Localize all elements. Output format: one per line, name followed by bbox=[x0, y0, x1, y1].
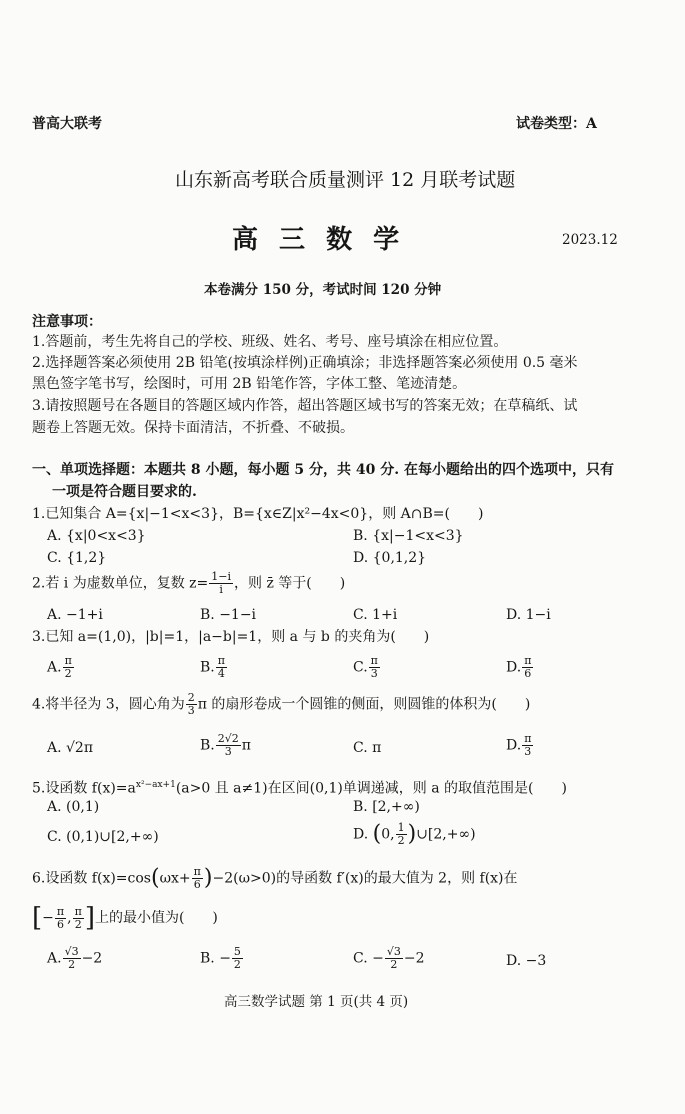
q4-b-den: 3 bbox=[224, 745, 232, 758]
q4-b-num: 2√2 bbox=[217, 732, 239, 745]
q2-option-b: B. −1−i bbox=[200, 607, 257, 623]
q4-d-den: 3 bbox=[524, 745, 532, 758]
q5-d-frac bbox=[396, 822, 407, 847]
q3-b-num: π bbox=[217, 654, 225, 667]
q5-stem-pre: 5.设函数 f(x)=a bbox=[32, 780, 136, 797]
q2-stem-post: ，则 z̄ 等于( ) bbox=[234, 575, 346, 592]
header-left: 普高大联考 bbox=[32, 116, 102, 132]
q4-stem bbox=[32, 692, 530, 717]
q2-frac-num: 1−i bbox=[211, 570, 232, 583]
q4-b-frac bbox=[216, 733, 241, 758]
q3-a-den: 2 bbox=[64, 667, 72, 680]
q3-a-label: A. bbox=[47, 659, 62, 676]
q4-option-b bbox=[200, 733, 251, 758]
note-2a: 2.选择题答案必须使用 2B 铅笔(按填涂样例)正确填涂；非选择题答案必须使用 0.5 毫米 bbox=[32, 355, 578, 371]
q4-option-d bbox=[506, 733, 534, 758]
section-heading-1: 一、单项选择题：本题共 8 小题，每小题 5 分，共 40 分. 在每小题给出的四个选项中，只有 bbox=[32, 462, 614, 478]
q5-exponent: x²−ax+1 bbox=[135, 780, 176, 790]
exam-title: 山东新高考联合质量测评 12 月联考试题 bbox=[175, 169, 516, 191]
q1-stem: 1.已知集合 A={x|−1<x<3}，B={x∈Z|x²−4x<0}，则 A∩B=( ) bbox=[32, 506, 484, 522]
q3-c-label: C. bbox=[353, 659, 368, 676]
q4-option-a: A. √2π bbox=[47, 740, 94, 756]
q6-interval-post: 上的最小值为( ) bbox=[94, 910, 218, 926]
q3-option-a bbox=[47, 655, 75, 680]
q2-stem-pre: 2.若 i 为虚数单位，复数 z= bbox=[32, 575, 209, 592]
q1-option-a: A. {x|0<x<3} bbox=[47, 528, 146, 544]
q6-int-frac-1: $\frac{\pi}{6}$ bbox=[56, 904, 65, 931]
q3-c-num: π bbox=[370, 654, 378, 667]
q5-d-den: 2 bbox=[397, 834, 405, 847]
q1-option-b: B. {x|−1<x<3} bbox=[353, 528, 464, 544]
q5-d-suffix: ∪[2,+∞) bbox=[416, 826, 476, 843]
q5-d-label: D. bbox=[353, 826, 369, 843]
q6-frac-num: π bbox=[193, 865, 201, 878]
q2-stem bbox=[32, 571, 345, 596]
q4-fraction bbox=[186, 692, 197, 717]
q3-d-num: π bbox=[524, 654, 532, 667]
q3-c-den: 3 bbox=[370, 667, 378, 680]
q6-option-c: C. − $\frac{√3}{2}$ −2 bbox=[353, 945, 425, 971]
q4-d-frac bbox=[522, 733, 533, 758]
q3-option-c bbox=[353, 655, 381, 680]
q6-int-frac-2: $\frac{\pi}{2}$ bbox=[74, 904, 82, 931]
q6-stem-post: −2(ω>0)的导函数 f′(x)的最大值为 2，则 f(x)在 bbox=[212, 870, 518, 887]
q1-option-d: D. {0,1,2} bbox=[353, 550, 427, 566]
q5-d-num: 1 bbox=[397, 821, 405, 834]
q5-option-b: B. [2,+∞) bbox=[353, 799, 420, 815]
q2-option-d: D. 1−i bbox=[506, 607, 551, 623]
q2-frac-den: i bbox=[219, 583, 223, 596]
q6-a-frac: $\frac{√3}{2}$ bbox=[64, 945, 79, 971]
q6-option-a: A. $\frac{√3}{2}$ −2 bbox=[47, 945, 103, 971]
q3-option-d bbox=[506, 655, 534, 680]
note-3a: 3.请按照题号在各题目的答题区域内作答，超出答题区域书写的答案无效；在草稿纸、试 bbox=[32, 398, 578, 414]
section-heading-2: 一项是符合题目要求的. bbox=[52, 484, 197, 500]
notes-heading: 注意事项： bbox=[32, 314, 102, 330]
q3-d-label: D. bbox=[506, 659, 522, 676]
q6-c-frac: $\frac{√3}{2}$ bbox=[386, 945, 401, 971]
q5-option-c: C. (0,1)∪[2,+∞) bbox=[47, 829, 159, 845]
q6-option-d: D. −3 bbox=[506, 953, 547, 969]
q3-d-frac bbox=[522, 655, 533, 680]
q1-option-c: C. {1,2} bbox=[47, 550, 107, 566]
q6-stem: 6.设函数 f(x)=cos(ωx+ $\frac{\pi}{6}$ )−2(ω>0)的导函数 f′(x)的最大值为 2，则 f(x)在 bbox=[32, 865, 518, 891]
q6-fraction bbox=[192, 866, 203, 891]
q6-option-b: B. − $\frac{5}{2}$ bbox=[200, 945, 241, 971]
q5-option-d: D. (0, $\frac{1}{2}$ )∪[2,+∞) bbox=[353, 821, 476, 847]
q6-arg: ωx+ bbox=[159, 870, 191, 887]
q3-a-frac bbox=[63, 655, 74, 680]
q4-option-c: C. π bbox=[353, 740, 382, 756]
q6-frac-den: 6 bbox=[193, 878, 201, 891]
q4-stem-pre: 4.将半径为 3，圆心角为 bbox=[32, 696, 185, 713]
q4-b-suffix: π bbox=[241, 737, 251, 754]
q4-frac-den: 3 bbox=[187, 704, 195, 717]
q5-stem-post: (a>0 且 a≠1)在区间(0,1)单调递减，则 a 的取值范围是( ) bbox=[175, 780, 567, 797]
exam-info: 本卷满分 150 分，考试时间 120 分钟 bbox=[204, 282, 442, 298]
q3-b-label: B. bbox=[200, 659, 215, 676]
q4-d-num: π bbox=[524, 732, 532, 745]
q2-option-a: A. −1+i bbox=[47, 607, 103, 623]
q3-c-frac bbox=[369, 655, 380, 680]
header-right: 试卷类型：A bbox=[516, 116, 597, 132]
q3-d-den: 6 bbox=[524, 667, 532, 680]
q4-d-label: D. bbox=[506, 737, 522, 754]
q3-a-num: π bbox=[64, 654, 72, 667]
q5-stem bbox=[32, 776, 567, 798]
q3-option-b bbox=[200, 655, 228, 680]
q5-option-a: A. (0,1) bbox=[47, 799, 100, 815]
note-3b: 题卷上答题无效。保持卡面清洁，不折叠、不破损。 bbox=[32, 420, 354, 436]
page-footer: 高三数学试题 第 1 页(共 4 页) bbox=[224, 994, 409, 1010]
subject-title: 高 三 数 学 bbox=[232, 225, 406, 255]
q6-stem-pre: 6.设函数 f(x)=cos bbox=[32, 870, 151, 887]
q2-fraction bbox=[209, 571, 233, 596]
q6-b-frac: $\frac{5}{2}$ bbox=[233, 945, 241, 971]
exam-date: 2023.12 bbox=[562, 232, 618, 248]
note-1: 1.答题前，考生先将自己的学校、班级、姓名、考号、座号填涂在相应位置。 bbox=[32, 334, 508, 350]
q4-b-label: B. bbox=[200, 737, 215, 754]
q3-stem: 3.已知 a=(1,0)，|b|=1，|a−b|=1，则 a 与 b 的夹角为( ) bbox=[32, 629, 430, 645]
q3-b-frac bbox=[216, 655, 227, 680]
q4-stem-post: π 的扇形卷成一个圆锥的侧面，则圆锥的体积为( ) bbox=[197, 696, 531, 713]
q3-b-den: 4 bbox=[217, 667, 225, 680]
q6-interval-line: [− $\frac{\pi}{6}$ , $\frac{\pi}{2}$ ]上的最小值为( ) bbox=[32, 903, 218, 933]
note-2b: 黑色签字笔书写，绘图时，可用 2B 铅笔作答，字体工整、笔迹清楚。 bbox=[32, 376, 467, 392]
q2-option-c: C. 1+i bbox=[353, 607, 398, 623]
q4-frac-num: 2 bbox=[187, 691, 195, 704]
